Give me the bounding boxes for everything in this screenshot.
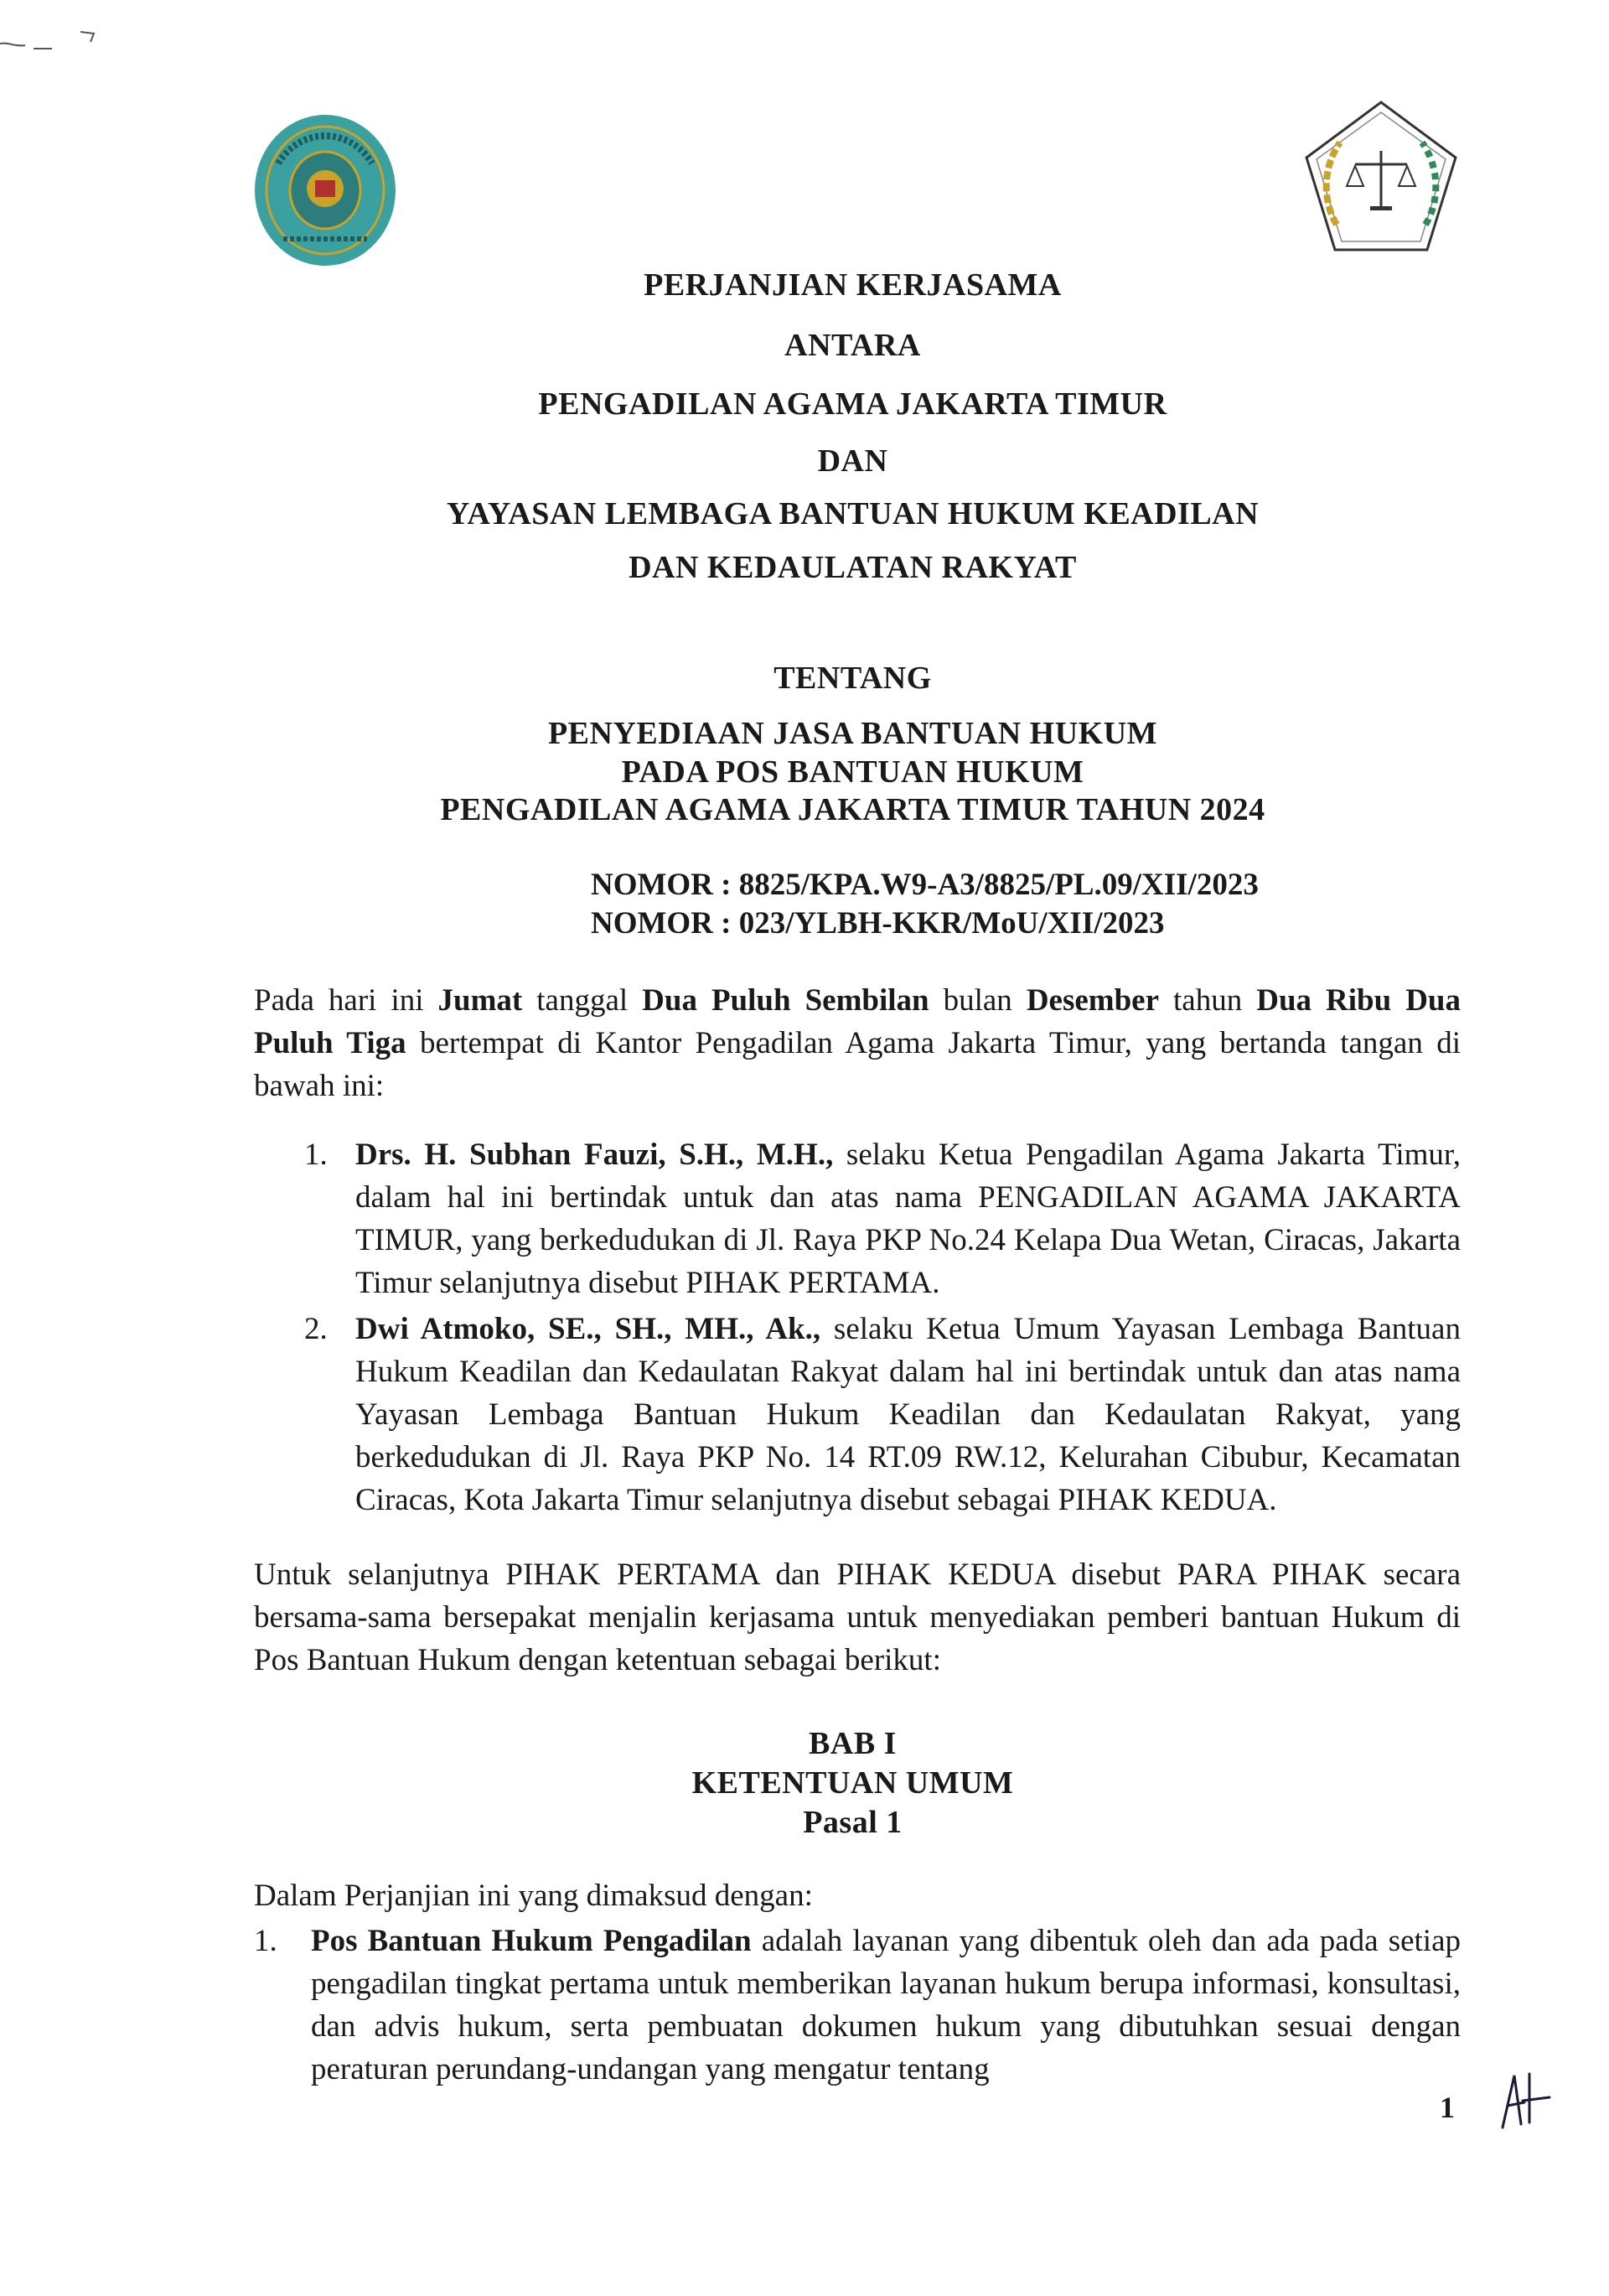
opening-year: Dua Ribu Dua Puluh Tiga xyxy=(254,983,1461,1060)
opening-text: bulan xyxy=(929,983,1027,1018)
court-seal-logo xyxy=(253,113,397,267)
agreement-paragraph: Untuk selanjutnya PIHAK PERTAMA dan PIHAK KEDUA disebut PARA PIHAK secara bersama-sama bersepakat menjalin kerjasama untuk menyediakan pemberi bantuan Hukum di Pos Bantuan Hukum dengan ketentuan sebagai berikut: xyxy=(254,1557,1461,1677)
opening-day: Jumat xyxy=(437,983,523,1018)
title-line-6: DAN KEDAULATAN RAKYAT xyxy=(629,550,1077,585)
party-name: Drs. H. Subhan Fauzi, S.H., M.H., xyxy=(355,1138,834,1172)
opening-text: bertempat di Kantor Pengadilan Agama Jakarta Timur, yang bertanda tangan di bawah ini: xyxy=(254,1026,1461,1103)
party-number: 1. xyxy=(304,1138,328,1172)
definition-number: 1. xyxy=(254,1924,277,1958)
opening-text: Pada hari ini xyxy=(254,983,438,1018)
subject-line-3: PENGADILAN AGAMA JAKARTA TIMUR TAHUN 2024 xyxy=(440,792,1265,827)
definition-description: adalah layanan yang dibentuk oleh dan ada pada setiap pengadilan tingkat pertama untuk memberikan layanan hukum berupa informasi, konsultasi, dan advis hukum, serta pembuatan dokumen hukum yang dibutuhkan sesuai dengan peraturan perundang-undangan yang mengatur tentang xyxy=(311,1924,1461,2086)
definitions-intro: Dalam Perjanjian ini yang dimaksud dengan: xyxy=(254,1879,813,1913)
tentang-heading: TENTANG xyxy=(773,661,932,696)
definition-text xyxy=(311,1920,1461,2091)
document-number-foundation: NOMOR : 023/YLBH-KKR/MoU/XII/2023 xyxy=(591,906,1165,941)
title-line-1: PERJANJIAN KERJASAMA xyxy=(644,267,1062,303)
document-number-court: NOMOR : 8825/KPA.W9-A3/8825/PL.09/XII/2023 xyxy=(591,868,1259,902)
opening-month: Desember xyxy=(1026,983,1160,1018)
party-name: Dwi Atmoko, SE., SH., MH., Ak., xyxy=(355,1312,821,1346)
opening-date: Dua Puluh Sembilan xyxy=(642,983,929,1018)
chapter-number: BAB I xyxy=(809,1726,897,1761)
party-description: selaku Ketua Pengadilan Agama Jakarta Timur, dalam hal ini bertindak untuk dan atas nama PENGADILAN AGAMA JAKARTA TIMUR, yang berkedudukan di Jl. Raya PKP No.24 Kelapa Dua Wetan, Ciracas, Jakarta Timur selanjutnya disebut PIHAK PERTAMA. xyxy=(355,1138,1461,1300)
party-text xyxy=(355,1308,1461,1521)
title-line-4: DAN xyxy=(817,443,888,479)
handwritten-initials xyxy=(1496,2069,1556,2133)
scan-mark xyxy=(0,25,117,59)
definition-term: Pos Bantuan Hukum Pengadilan xyxy=(311,1924,752,1958)
pentagon-scales-emblem xyxy=(1303,99,1459,254)
subject-line-2: PADA POS BANTUAN HUKUM xyxy=(621,754,1084,790)
chapter-title: KETENTUAN UMUM xyxy=(691,1765,1014,1801)
title-line-5: YAYASAN LEMBAGA BANTUAN HUKUM KEADILAN xyxy=(446,496,1260,531)
article-number: Pasal 1 xyxy=(803,1805,903,1840)
title-line-2: ANTARA xyxy=(784,328,921,363)
party-description: selaku Ketua Umum Yayasan Lembaga Bantuan Hukum Keadilan dan Kedaulatan Rakyat dalam hal ini bertindak untuk dan atas nama Yayasan Lembaga Bantuan Hukum Keadilan dan Kedaulatan Rakyat, yang berkedudukan di Jl. Raya PKP No. 14 RT.09 RW.12, Kelurahan Cibubur, Kecamatan Ciracas, Kota Jakarta Timur selanjutnya disebut sebagai PIHAK KEDUA. xyxy=(355,1312,1461,1517)
opening-text: tanggal xyxy=(522,983,643,1018)
page-number: 1 xyxy=(1440,2091,1455,2124)
party-number: 2. xyxy=(304,1312,328,1346)
title-line-3: PENGADILAN AGAMA JAKARTA TIMUR xyxy=(538,386,1167,422)
opening-text: tahun xyxy=(1159,983,1257,1018)
opening-paragraph xyxy=(254,979,1461,1107)
party-text xyxy=(355,1133,1461,1304)
subject-line-1: PENYEDIAAN JASA BANTUAN HUKUM xyxy=(547,716,1158,751)
